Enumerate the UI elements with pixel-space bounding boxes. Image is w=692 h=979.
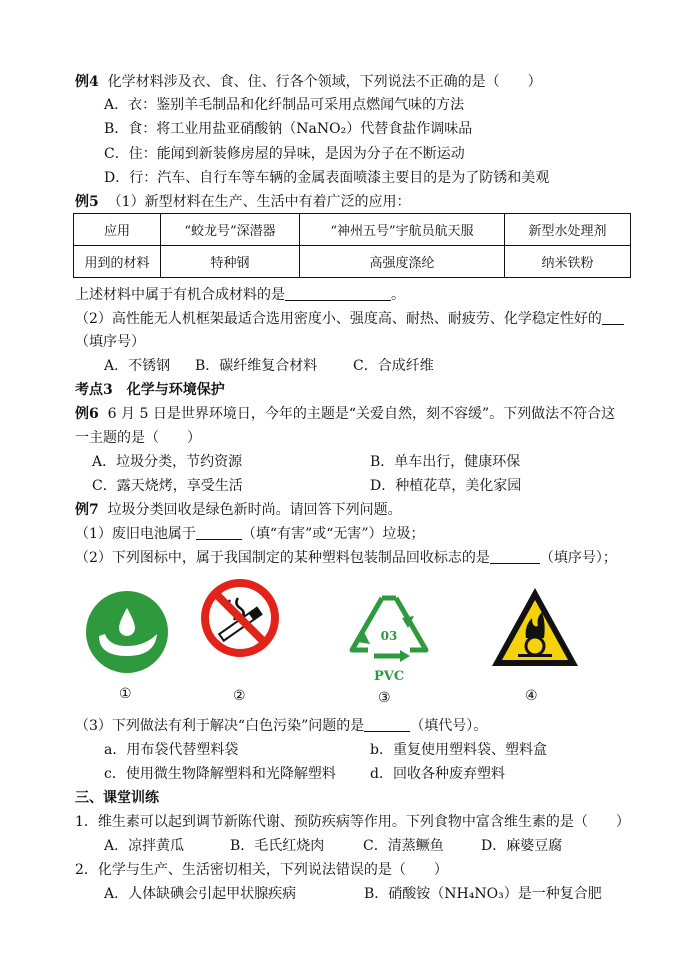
- problem-2-option-b: B．硝酸铵（NH₄NO₃）是一种复合肥: [364, 886, 602, 902]
- section-3-title: 三、课堂训练: [75, 790, 159, 806]
- example-7-q3: [75, 717, 487, 735]
- q3-text: （3）下列做法有利于解决“白色污染”问题的是: [75, 718, 365, 734]
- example-5-q2-option-b: B．碳纤维复合材料: [195, 358, 318, 374]
- example-6-option-a: A．垃圾分类，节约资源: [92, 454, 243, 470]
- example-5-q2-option-c: C．合成纤维: [353, 358, 434, 374]
- materials-table: [73, 213, 631, 278]
- q2-end: （填序号）；: [539, 550, 617, 566]
- example-4-option-a: A．衣：鉴别羊毛制品和化纤制品可采用点燃闻气味的方法: [104, 97, 465, 113]
- example-5-stem: [75, 193, 411, 211]
- icon-label-3: ③: [378, 690, 391, 706]
- problem-1-option-d: D．麻婆豆腐: [481, 838, 563, 854]
- problem-2-stem: 2．化学与生产、生活密切相关，下列说法错误的是（ ）: [75, 862, 448, 878]
- example-6-question: 6 月 5 日是世界环境日，今年的主题是“关爱自然，刻不容缓”。下列做法不符合这: [107, 406, 616, 422]
- example-4-title: 例4: [75, 74, 99, 90]
- icon-label-1: ①: [119, 686, 132, 702]
- table-cell: 特种钢: [161, 246, 300, 278]
- key-point-3-title: 考点3 化学与环境保护: [75, 382, 225, 398]
- table-row: [74, 214, 631, 246]
- example-5-q2-option-a: A．不锈钢: [104, 358, 171, 374]
- icon-label-2: ②: [233, 688, 246, 704]
- example-7-q2: [75, 549, 617, 567]
- problem-1-option-b: B．毛氏红烧肉: [230, 838, 325, 854]
- example-6-option-d: D．种植花草，美化家园: [370, 478, 522, 494]
- example-4-option-b: B．食：将工业用盐亚硝酸钠（NaNO₂）代替食盐作调味品: [104, 121, 473, 137]
- q2-text: （2）高性能无人机框架最适合选用密度小、强度高、耐热、耐疲劳、化学稳定性好的: [75, 311, 602, 327]
- q3-end: （填代号）。: [410, 718, 488, 734]
- q1-text: 上述材料中属于有机合成材料的是: [75, 287, 285, 303]
- example-4-stem: [75, 73, 542, 91]
- example-5-question: （1）新型材料在生产、生活中有着广泛的应用：: [107, 194, 411, 210]
- example-6-stem: [75, 405, 615, 423]
- answer-blank[interactable]: [196, 525, 242, 540]
- example-6-stem-cont: 一主题的是（ ）: [75, 430, 201, 446]
- oxidizer-warning-icon: [490, 586, 580, 668]
- example-7-q3-option-c: c．使用微生物降解塑料和光降解塑料: [104, 766, 336, 782]
- water-saving-icon: [85, 590, 169, 674]
- answer-blank[interactable]: [602, 310, 624, 325]
- answer-blank[interactable]: [285, 286, 391, 301]
- problem-1-option-a: A．凉拌黄瓜: [104, 838, 185, 854]
- example-4-question: 化学材料涉及衣、食、住、行各个领域，下列说法不正确的是（ ）: [107, 74, 542, 90]
- q1-end: 。: [391, 287, 405, 303]
- table-cell: 应用: [74, 214, 161, 246]
- example-4-option-d: D．行：汽车、自行车等车辆的金属表面喷漆主要目的是为了防锈和美观: [104, 170, 550, 186]
- example-7-title: 例7: [75, 502, 99, 518]
- example-6-option-b: B．单车出行，健康环保: [370, 454, 521, 470]
- example-7-q1: [75, 525, 425, 543]
- example-7-q3-option-b: b．重复使用塑料袋、塑料盒: [370, 742, 547, 758]
- recycle-icon: [344, 588, 434, 662]
- q1-text: （1）废旧电池属于: [75, 526, 196, 542]
- table-cell: “蛟龙号”深潜器: [161, 214, 300, 246]
- example-4-option-c: C．住：能闻到新装修房屋的异味，是因为分子在不断运动: [104, 146, 465, 162]
- q2-text: （2）下列图标中，属于我国制定的某种塑料包装制品回收标志的是: [75, 550, 490, 566]
- q1-end: （填“有害”或“无害”）垃圾；: [241, 526, 425, 542]
- example-7-q3-option-a: a．用布袋代替塑料袋: [104, 742, 239, 758]
- no-smoking-icon: [200, 578, 280, 658]
- table-cell: 纳米铁粉: [505, 246, 631, 278]
- table-cell: 用到的材料: [74, 246, 161, 278]
- example-6-option-c: C．露天烧烤，享受生活: [92, 478, 243, 494]
- table-cell: “神州五号”宇航员航天服: [300, 214, 505, 246]
- problem-2-option-a: A．人体缺碘会引起甲状腺疾病: [104, 886, 297, 902]
- example-5-q2-cont: （填序号）: [75, 334, 145, 350]
- example-7-stem: [75, 501, 402, 519]
- example-5-title: 例5: [75, 194, 99, 210]
- example-7-question: 垃圾分类回收是绿色新时尚。请回答下列问题。: [107, 502, 402, 518]
- problem-1-stem: 1．维生素可以起到调节新陈代谢、预防疾病等作用。下列食物中富含维生素的是（ ）: [75, 814, 630, 830]
- recycle-sub-label: PVC: [374, 669, 405, 684]
- table-row: [74, 246, 631, 278]
- answer-blank[interactable]: [490, 549, 540, 564]
- table-cell: 新型水处理剂: [505, 214, 631, 246]
- problem-1-option-c: C．清蒸鳜鱼: [363, 838, 444, 854]
- table-cell: 高强度涤纶: [300, 246, 505, 278]
- recycle-code: 03: [380, 629, 398, 643]
- icon-label-4: ④: [525, 688, 538, 704]
- example-6-title: 例6: [75, 406, 99, 422]
- example-5-q2: [75, 310, 624, 328]
- example-7-q3-option-d: d．回收各种废弃塑料: [370, 766, 505, 782]
- answer-blank[interactable]: [364, 717, 410, 732]
- example-5-q1: [75, 286, 405, 304]
